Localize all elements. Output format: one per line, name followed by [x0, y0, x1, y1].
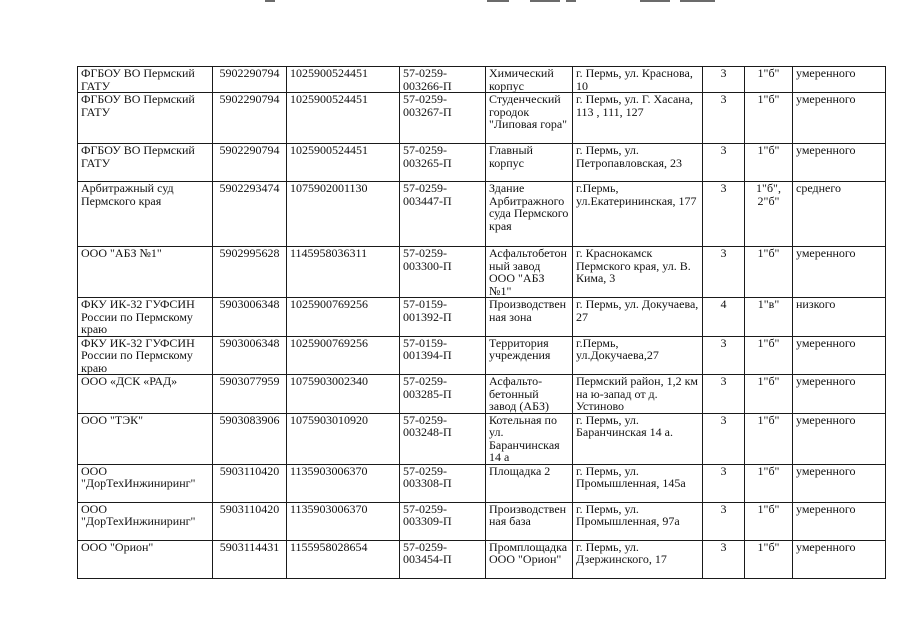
address-cell: г. Краснокамск Пермского края, ул. В. Кима, 3: [573, 247, 703, 298]
object-name-cell: Химический корпус: [486, 67, 573, 93]
address-cell: г. Пермь, ул. Докучаева, 27: [573, 298, 703, 337]
category-cell: 3: [703, 375, 745, 414]
inn-cell: 5903077959: [213, 375, 287, 414]
hazard-class-cell: 1"б": [745, 144, 793, 182]
object-name-cell: Территория учреждения: [486, 336, 573, 375]
object-name-cell: Производственная зона: [486, 298, 573, 337]
address-cell: г. Пермь, ул. Г. Хасана, 113 , 111, 127: [573, 93, 703, 144]
ogrn-cell: 1135903006370: [287, 464, 400, 502]
inn-cell: 5902290794: [213, 144, 287, 182]
org-cell: ФГБОУ ВО Пермский ГАТУ: [78, 144, 213, 182]
reg-number-cell: 57-0259-003454-П: [400, 540, 486, 578]
hazard-class-cell: 1"б": [745, 67, 793, 93]
ogrn-cell: 1025900524451: [287, 144, 400, 182]
org-cell: Арбитражный суд Пермского края: [78, 182, 213, 247]
ogrn-cell: 1075903002340: [287, 375, 400, 414]
reg-number-cell: 57-0159-001394-П: [400, 336, 486, 375]
category-cell: 3: [703, 336, 745, 375]
risk-level-cell: среднего: [793, 182, 886, 247]
org-cell: ООО "АБЗ №1": [78, 247, 213, 298]
address-cell: г.Пермь, ул.Докучаева,27: [573, 336, 703, 375]
object-name-cell: Площадка 2: [486, 464, 573, 502]
risk-level-cell: умеренного: [793, 540, 886, 578]
org-cell: ООО "Орион": [78, 540, 213, 578]
table-row: [78, 464, 886, 502]
risk-level-cell: умеренного: [793, 336, 886, 375]
inn-cell: 5902293474: [213, 182, 287, 247]
address-cell: г. Пермь, ул. Баранчинская 14 а.: [573, 413, 703, 464]
object-name-cell: Студенческий городок "Липовая гора": [486, 93, 573, 144]
category-cell: 3: [703, 247, 745, 298]
org-cell: ООО "ТЭК": [78, 413, 213, 464]
hazard-class-cell: 1"б": [745, 375, 793, 414]
risk-level-cell: умеренного: [793, 464, 886, 502]
ogrn-cell: 1025900524451: [287, 67, 400, 93]
reg-number-cell: 57-0259-003308-П: [400, 464, 486, 502]
hazard-class-cell: 1"б": [745, 413, 793, 464]
ogrn-cell: 1145958036311: [287, 247, 400, 298]
table-row: [78, 182, 886, 247]
risk-level-cell: умеренного: [793, 93, 886, 144]
scan-top-marks: [0, 0, 905, 8]
inn-cell: 5902290794: [213, 93, 287, 144]
hazard-class-cell: 1"в": [745, 298, 793, 337]
object-name-cell: Асфальтобетонный завод ООО "АБЗ №1": [486, 247, 573, 298]
inn-cell: 5903114431: [213, 540, 287, 578]
risk-level-cell: умеренного: [793, 375, 886, 414]
ogrn-cell: 1075902001130: [287, 182, 400, 247]
ogrn-cell: 1025900524451: [287, 93, 400, 144]
object-name-cell: Промплощадка ООО "Орион": [486, 540, 573, 578]
category-cell: 3: [703, 182, 745, 247]
address-cell: г. Пермь, ул. Краснова, 10: [573, 67, 703, 93]
reg-number-cell: 57-0259-003285-П: [400, 375, 486, 414]
reg-number-cell: 57-0259-003265-П: [400, 144, 486, 182]
reg-number-cell: 57-0259-003309-П: [400, 502, 486, 540]
category-cell: 3: [703, 67, 745, 93]
table-row: [78, 247, 886, 298]
table-row: [78, 375, 886, 414]
org-cell: ООО "ДорТехИнжиниринг": [78, 464, 213, 502]
org-cell: ООО «ДСК «РАД»: [78, 375, 213, 414]
object-name-cell: Котельная по ул. Баранчинская 14 а: [486, 413, 573, 464]
table-row: [78, 144, 886, 182]
registry-table: [77, 66, 886, 579]
ogrn-cell: 1135903006370: [287, 502, 400, 540]
risk-level-cell: умеренного: [793, 247, 886, 298]
address-cell: г.Пермь, ул.Екатерининская, 177: [573, 182, 703, 247]
table-row: [78, 67, 886, 93]
hazard-class-cell: 1"б": [745, 540, 793, 578]
object-name-cell: Здание Арбитражного суда Пермского края: [486, 182, 573, 247]
hazard-class-cell: 1"б": [745, 93, 793, 144]
address-cell: Пермский район, 1,2 км на ю-запад от д. Устиново: [573, 375, 703, 414]
registry-rows: [78, 67, 886, 579]
category-cell: 3: [703, 464, 745, 502]
table-row: [78, 93, 886, 144]
reg-number-cell: 57-0259-003267-П: [400, 93, 486, 144]
category-cell: 3: [703, 502, 745, 540]
org-cell: ФКУ ИК-32 ГУФСИН России по Пермскому краю: [78, 298, 213, 337]
org-cell: ФГБОУ ВО Пермский ГАТУ: [78, 93, 213, 144]
object-name-cell: Асфальто-бетонный завод (АБЗ): [486, 375, 573, 414]
ogrn-cell: 1025900769256: [287, 336, 400, 375]
table-row: [78, 336, 886, 375]
object-name-cell: Главный корпус: [486, 144, 573, 182]
inn-cell: 5903110420: [213, 502, 287, 540]
hazard-class-cell: 1"б": [745, 336, 793, 375]
address-cell: г. Пермь, ул. Промышленная, 145а: [573, 464, 703, 502]
reg-number-cell: 57-0259-003266-П: [400, 67, 486, 93]
risk-level-cell: умеренного: [793, 413, 886, 464]
address-cell: г. Пермь, ул. Петропавловская, 23: [573, 144, 703, 182]
hazard-class-cell: 1"б": [745, 247, 793, 298]
category-cell: 3: [703, 93, 745, 144]
reg-number-cell: 57-0259-003248-П: [400, 413, 486, 464]
inn-cell: 5903006348: [213, 336, 287, 375]
category-cell: 3: [703, 413, 745, 464]
hazard-class-cell: 1"б": [745, 502, 793, 540]
hazard-class-cell: 1"б", 2"б": [745, 182, 793, 247]
inn-cell: 5903110420: [213, 464, 287, 502]
reg-number-cell: 57-0259-003447-П: [400, 182, 486, 247]
category-cell: 3: [703, 144, 745, 182]
table-row: [78, 502, 886, 540]
risk-level-cell: умеренного: [793, 67, 886, 93]
object-name-cell: Производственная база: [486, 502, 573, 540]
org-cell: ФГБОУ ВО Пермский ГАТУ: [78, 67, 213, 93]
inn-cell: 5903083906: [213, 413, 287, 464]
category-cell: 3: [703, 540, 745, 578]
category-cell: 4: [703, 298, 745, 337]
ogrn-cell: 1025900769256: [287, 298, 400, 337]
reg-number-cell: 57-0259-003300-П: [400, 247, 486, 298]
hazard-class-cell: 1"б": [745, 464, 793, 502]
address-cell: г. Пермь, ул. Дзержинского, 17: [573, 540, 703, 578]
org-cell: ООО "ДорТехИнжиниринг": [78, 502, 213, 540]
risk-level-cell: низкого: [793, 298, 886, 337]
inn-cell: 5902995628: [213, 247, 287, 298]
table-row: [78, 298, 886, 337]
table-row: [78, 540, 886, 578]
address-cell: г. Пермь, ул. Промышленная, 97а: [573, 502, 703, 540]
risk-level-cell: умеренного: [793, 502, 886, 540]
inn-cell: 5902290794: [213, 67, 287, 93]
ogrn-cell: 1075903010920: [287, 413, 400, 464]
reg-number-cell: 57-0159-001392-П: [400, 298, 486, 337]
org-cell: ФКУ ИК-32 ГУФСИН России по Пермскому краю: [78, 336, 213, 375]
risk-level-cell: умеренного: [793, 144, 886, 182]
table-row: [78, 413, 886, 464]
inn-cell: 5903006348: [213, 298, 287, 337]
ogrn-cell: 1155958028654: [287, 540, 400, 578]
